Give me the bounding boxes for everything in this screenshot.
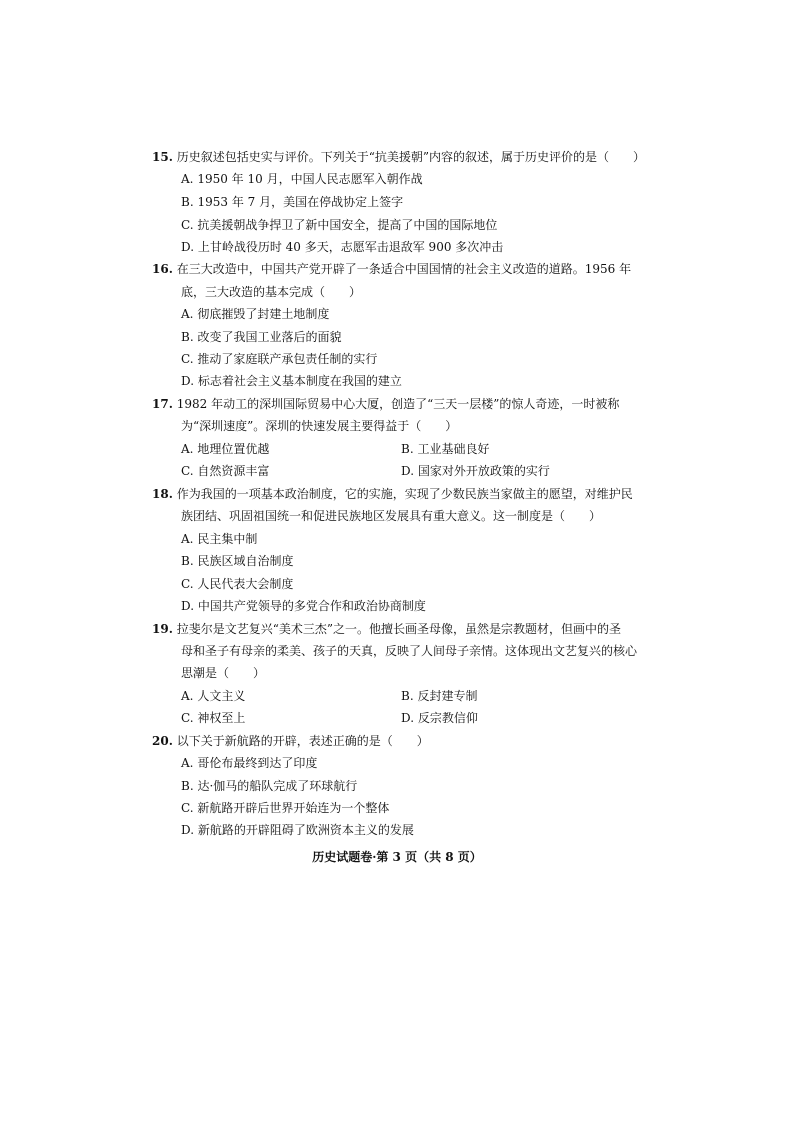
question-18-option-c: C. 人民代表大会制度 [181,577,294,591]
question-18-option-d: D. 中国共产党领导的多党合作和政治协商制度 [181,599,426,613]
question-16-option-b: B. 改变了我国工业落后的面貌 [181,330,342,344]
question-18-option-b: B. 民族区域自治制度 [181,554,294,568]
question-number: 19. [152,622,173,636]
question-number: 16. [152,262,173,276]
question-17-stem-line-2: 为“深圳速度”。深圳的快速发展主要得益于（ ） [181,419,458,433]
page-footer: 历史试题卷·第 3 页（共 8 页） [312,850,482,864]
question-15-stem-line-1: 15. 历史叙述包括史实与评价。下列关于“抗美援朝”内容的叙述，属于历史评价的是（ ） [152,150,645,164]
question-15-option-d: D. 上甘岭战役历时 40 多天，志愿军击退敌军 900 多次冲击 [181,240,504,254]
question-17-option-b: B. 工业基础良好 [401,442,490,456]
question-15-option-c: C. 抗美援朝战争捍卫了新中国安全，提高了中国的国际地位 [181,218,498,232]
question-17-stem-line-1: 17. 1982 年动工的深圳国际贸易中心大厦，创造了“三天一层楼”的惊人奇迹，一时被称 [152,397,620,411]
question-17-option-d: D. 国家对外开放政策的实行 [401,464,550,478]
question-19-option-a: A. 人文主义 [181,689,246,703]
question-20-option-a: A. 哥伦布最终到达了印度 [181,756,318,770]
question-number: 17. [152,397,173,411]
question-16-option-c: C. 推动了家庭联产承包责任制的实行 [181,352,378,366]
question-20-option-d: D. 新航路的开辟阻碍了欧洲资本主义的发展 [181,823,414,837]
question-16-option-d: D. 标志着社会主义基本制度在我国的建立 [181,374,402,388]
question-20-option-c: C. 新航路开辟后世界开始连为一个整体 [181,801,390,815]
question-number: 15. [152,150,173,164]
question-19-stem-line-2: 母和圣子有母亲的柔美、孩子的天真，反映了人间母子亲情。这体现出文艺复兴的核心 [181,644,638,658]
question-20-option-b: B. 达·伽马的船队完成了环球航行 [181,779,358,793]
question-17-option-a: A. 地理位置优越 [181,442,270,456]
question-18-option-a: A. 民主集中制 [181,532,258,546]
question-number: 18. [152,487,173,501]
question-16-option-a: A. 彻底摧毁了封建土地制度 [181,307,330,321]
question-19-option-d: D. 反宗教信仰 [401,711,478,725]
question-15-option-b: B. 1953 年 7 月，美国在停战协定上签字 [181,195,404,209]
question-20-stem-line-1: 20. 以下关于新航路的开辟，表述正确的是（ ） [152,734,429,748]
question-16-stem-line-2: 底，三大改造的基本完成（ ） [181,285,362,299]
question-19-stem-line-3: 思潮是（ ） [181,666,266,680]
question-18-stem-line-1: 18. 作为我国的一项基本政治制度，它的实施，实现了少数民族当家做主的愿望，对维护民 [152,487,633,501]
question-16-stem-line-1: 16. 在三大改造中，中国共产党开辟了一条适合中国国情的社会主义改造的道路。1956 年 [152,262,632,276]
question-15-option-a: A. 1950 年 10 月，中国人民志愿军入朝作战 [181,172,423,186]
question-18-stem-line-2: 族团结、巩固祖国统一和促进民族地区发展具有重大意义。这一制度是（ ） [181,509,602,523]
question-19-stem-line-1: 19. 拉斐尔是文艺复兴“美术三杰”之一。他擅长画圣母像，虽然是宗教题材，但画中的圣 [152,622,621,636]
question-17-option-c: C. 自然资源丰富 [181,464,270,478]
question-19-option-c: C. 神权至上 [181,711,246,725]
question-number: 20. [152,734,173,748]
question-19-option-b: B. 反封建专制 [401,689,478,703]
